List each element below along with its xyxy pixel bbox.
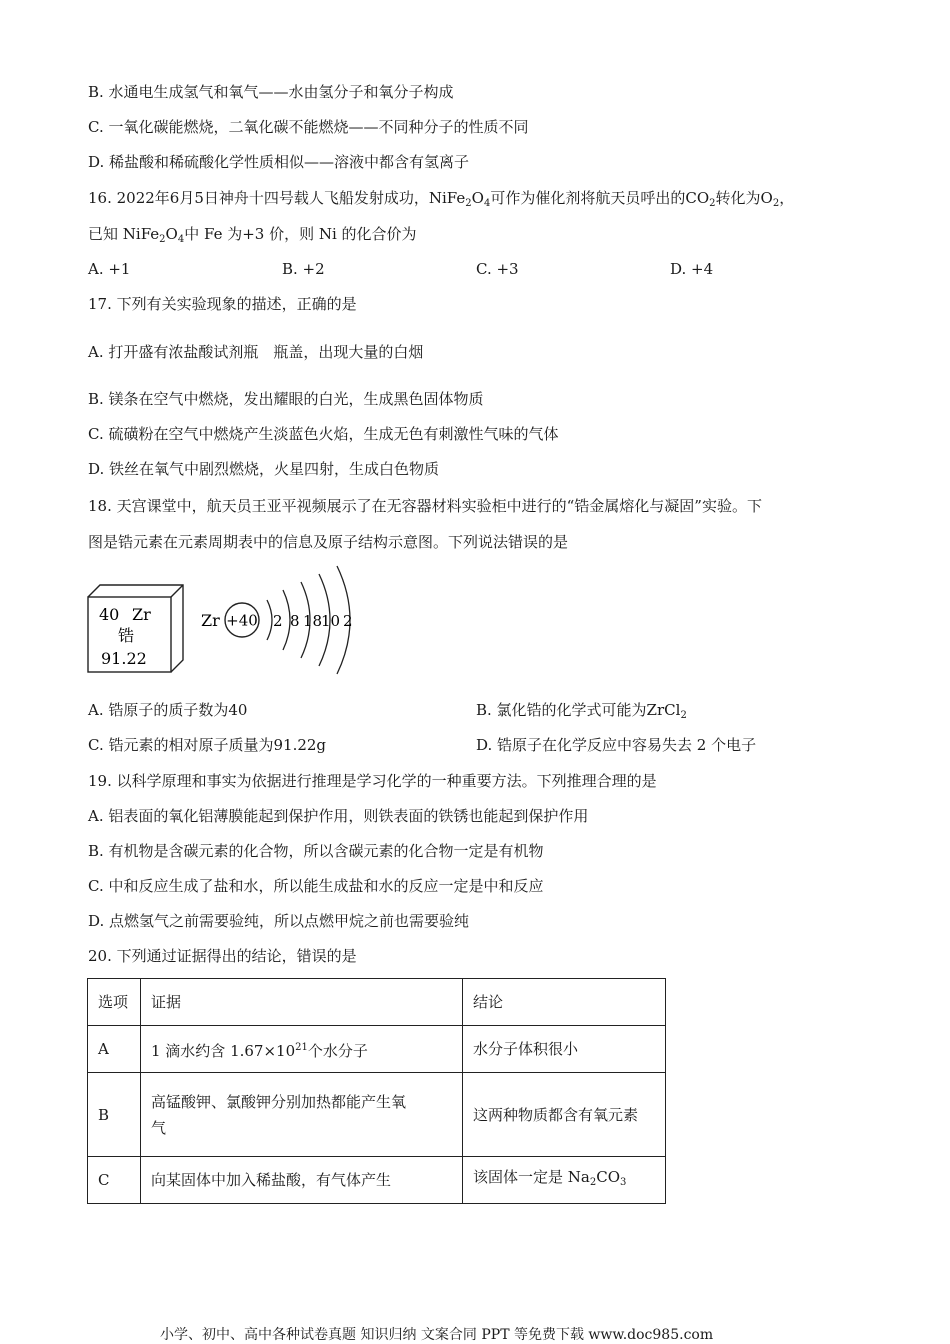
q16-stem-line1: 16. 2022年6月5日神舟十四号载人飞船发射成功，$NiFe_2O_4$可作为催化剂将航天员呼出的$CO_2$转化为$O_2$，: [88, 189, 795, 209]
q20-stem: 20. 下列通过证据得出的结论，错误的是: [88, 947, 357, 965]
q19-option-d: D. 点燃氢气之前需要验纯，所以点燃甲烷之前也需要验纯: [88, 912, 470, 930]
row-c-option: C: [88, 1157, 141, 1204]
row-a-evidence: 1 滴水约含 $1.67\times 10^{21}$个水分子: [141, 1026, 463, 1073]
shell-4-electrons: 10: [321, 612, 341, 630]
element-symbol: Zr: [132, 605, 151, 624]
header-evidence: 证据: [141, 979, 463, 1026]
q19-stem: 19. 以科学原理和事实为依据进行推理是学习化学的一种重要方法。下列推理合理的是: [88, 772, 657, 790]
zirconium-figure: [85, 560, 385, 690]
header-conclusion: 结论: [463, 979, 666, 1026]
q18-option-a: A. 锆原子的质子数为40: [88, 701, 248, 719]
q18-stem-line2: 图是锆元素在元素周期表中的信息及原子结构示意图。下列说法错误的是: [88, 533, 569, 551]
shell-3-electrons: 18: [303, 612, 323, 630]
row-b-evidence: 高锰酸钾、氯酸钾分别加热都能产生氧 气: [141, 1073, 463, 1157]
q18-option-c: C. 锆元素的相对原子质量为91.22g: [88, 736, 327, 754]
nucleus-charge: +40: [226, 611, 258, 630]
q15-option-b: B. 水通电生成氢气和氧气——水由氢分子和氧分子构成: [88, 83, 454, 101]
atomic-mass: 91.22: [101, 649, 147, 668]
q15-option-d: D. 稀盐酸和稀硫酸化学性质相似——溶液中都含有氢离子: [88, 153, 470, 171]
q17-stem: 17. 下列有关实验现象的描述，正确的是: [88, 295, 357, 313]
table-row: [88, 1157, 666, 1204]
q16-option-c: C. +3: [476, 260, 519, 278]
q19-option-a: A. 铝表面的氧化铝薄膜能起到保护作用，则铁表面的铁锈也能起到保护作用: [88, 807, 589, 825]
q15-option-c: C. 一氧化碳能燃烧，二氧化碳不能燃烧——不同种分子的性质不同: [88, 118, 529, 136]
element-name: 锆: [118, 626, 135, 645]
q19-option-c: C. 中和反应生成了盐和水，所以能生成盐和水的反应一定是中和反应: [88, 877, 544, 895]
q18-option-d: D. 锆原子在化学反应中容易失去 2 个电子: [476, 736, 757, 754]
q16-option-b: B. +2: [282, 260, 325, 278]
shell-1-electrons: 2: [273, 612, 283, 630]
row-a-conclusion: 水分子体积很小: [463, 1026, 666, 1073]
row-a-option: A: [88, 1026, 141, 1073]
evidence-table: [87, 978, 666, 1204]
row-b-option: B: [88, 1073, 141, 1157]
shell-2-electrons: 8: [290, 612, 300, 630]
q17-option-d: D. 铁丝在氧气中剧烈燃烧，火星四射，生成白色物质: [88, 460, 440, 478]
header-option: 选项: [88, 979, 141, 1026]
shell-5-electrons: 2: [343, 612, 353, 630]
table-row: [88, 1073, 666, 1157]
q18-option-b: B. 氯化锆的化学式可能为ZrCl$_2$: [476, 701, 687, 721]
row-c-conclusion: 该固体一定是 $Na_2CO_3$: [463, 1157, 666, 1204]
table-header-row: [88, 979, 666, 1026]
row-c-evidence: 向某固体中加入稀盐酸，有气体产生: [141, 1157, 463, 1204]
q17-option-b: B. 镁条在空气中燃烧，发出耀眼的白光，生成黑色固体物质: [88, 390, 484, 408]
q19-option-b: B. 有机物是含碳元素的化合物，所以含碳元素的化合物一定是有机物: [88, 842, 544, 860]
table-row: [88, 1026, 666, 1073]
q16-stem-line2: 已知 $NiFe_2O_4$中 Fe 为+3 价，则 Ni 的化合价为: [88, 225, 417, 245]
page-footer: 小学、初中、高中各种试卷真题 知识归纳 文案合同 PPT 等免费下载 www.doc985.com: [160, 1327, 714, 1343]
q16-option-d: D. +4: [670, 260, 714, 278]
atom-symbol: Zr: [201, 611, 220, 630]
q17-option-c: C. 硫磺粉在空气中燃烧产生淡蓝色火焰，生成无色有刺激性气味的气体: [88, 425, 559, 443]
q18-stem-line1: 18. 天宫课堂中，航天员王亚平视频展示了在无容器材料实验柜中进行的“锆金属熔化与凝固”实验。下: [88, 497, 762, 515]
row-b-conclusion: 这两种物质都含有氧元素: [463, 1073, 666, 1157]
q17-option-a: A. 打开盛有浓盐酸试剂瓶 瓶盖，出现大量的白烟: [88, 343, 424, 361]
atomic-number: 40: [99, 605, 120, 624]
q16-option-a: A. +1: [88, 260, 131, 278]
